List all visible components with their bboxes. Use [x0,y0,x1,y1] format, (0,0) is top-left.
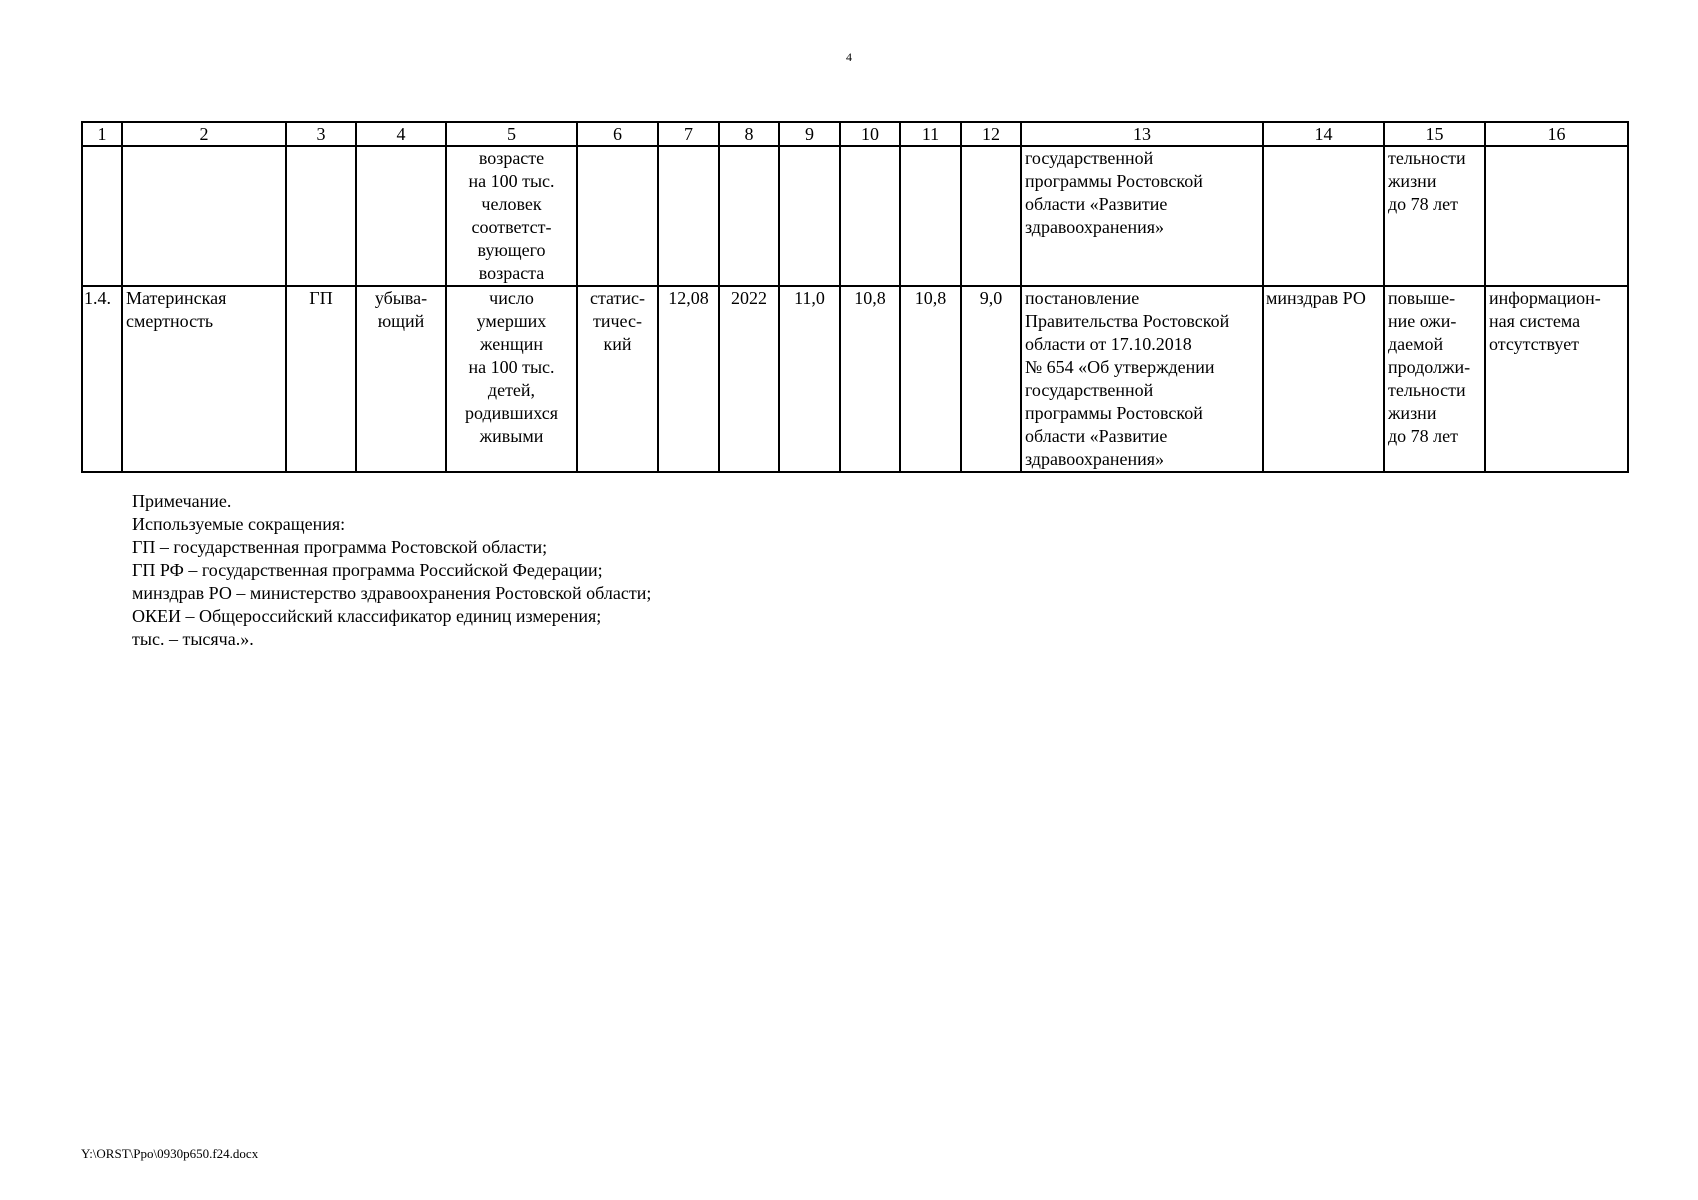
notes-line: Используемые сокращения: [132,514,346,534]
text-line: области «Развитие [1025,426,1168,446]
header-cell: 1 [82,122,122,146]
cell-responsible [1263,286,1384,472]
text-line: возрасте [478,148,545,168]
cell-base-year: 2022 [719,286,779,472]
text-line: до 78 лет [1388,426,1458,446]
notes-block [132,490,651,651]
cell-indicator-name [122,286,286,472]
header-row [82,122,1628,146]
cell-document [1021,286,1263,472]
cell-empty [356,146,446,286]
text-line: № 654 «Об утверждении [1025,357,1215,377]
cell-empty [840,146,900,286]
table-row [82,286,1628,472]
cell-empty [577,146,658,286]
cell-value-4: 9,0 [961,286,1021,472]
text-line: до 78 лет [1388,194,1458,214]
text-line: области «Развитие [1025,194,1168,214]
cell-kind [577,286,658,472]
cell-empty [286,146,356,286]
header-cell: 11 [900,122,961,146]
footer-file-path: Y:\ORST\Ppo\0930p650.f24.docx [81,1146,259,1161]
text-line: продолжи- [1388,357,1471,377]
cell-base-value: 12,08 [658,286,719,472]
text-line: программы Ростовской [1025,171,1203,191]
cell-document-continued [1021,146,1263,286]
cell-empty [1485,146,1628,286]
text-line: число [489,288,534,308]
text-line: жизни [1388,171,1437,191]
text-line: кий [603,334,632,354]
header-cell: 8 [719,122,779,146]
header-cell: 7 [658,122,719,146]
text-line: на 100 тыс. [468,171,555,191]
header-cell: 10 [840,122,900,146]
header-cell: 5 [446,122,577,146]
header-cell: 13 [1021,122,1263,146]
cell-number: 1.4. [82,286,122,472]
text-line: минздрав РО [1266,288,1366,308]
notes-line: ОКЕИ – Общероссийский классификатор единиц измерения; [132,606,602,626]
text-line: смертность [126,311,214,331]
text-line: отсутствует [1489,334,1580,354]
text-line: умерших [476,311,547,331]
text-line: ющий [377,311,425,331]
cell-value-3: 10,8 [900,286,961,472]
header-cell: 2 [122,122,286,146]
text-line: живыми [479,426,544,446]
text-line: государственной [1025,380,1154,400]
text-line: государственной [1025,148,1154,168]
continuation-row [82,146,1628,286]
cell-unit [446,286,577,472]
text-line: на 100 тыс. [468,357,555,377]
header-cell: 15 [1384,122,1485,146]
cell-value-2: 10,8 [840,286,900,472]
text-line: Материнская [126,288,227,308]
text-line: статис- [589,288,646,308]
text-line: возраста [478,263,545,283]
header-cell: 12 [961,122,1021,146]
text-line: женщин [480,334,543,354]
text-line: соответст- [471,217,552,237]
text-line: ная система [1489,311,1581,331]
header-cell: 4 [356,122,446,146]
text-line: детей, [487,380,536,400]
cell-trend [356,286,446,472]
text-line: тельности [1388,148,1466,168]
notes-line: ГП – государственная программа Ростовской области; [132,537,548,557]
indicators-table [81,121,1629,473]
cell-unit-continued [446,146,577,286]
text-line: вующего [477,240,546,260]
cell-empty [719,146,779,286]
text-line: ние ожи- [1388,311,1457,331]
notes-title: Примечание. [132,491,232,511]
text-line: родившихся [464,403,558,423]
page-number: 4 [846,50,852,64]
cell-link [1384,286,1485,472]
text-line: программы Ростовской [1025,403,1203,423]
notes-line: ГП РФ – государственная программа Российской Федерации; [132,560,603,580]
header-cell: 6 [577,122,658,146]
cell-empty [122,146,286,286]
header-cell: 16 [1485,122,1628,146]
text-line: даемой [1388,334,1444,354]
cell-empty [961,146,1021,286]
text-line: постановление [1025,288,1140,308]
text-line: информацион- [1489,288,1601,308]
header-cell: 14 [1263,122,1384,146]
cell-empty [1263,146,1384,286]
text-line: убыва- [374,288,428,308]
cell-empty [82,146,122,286]
notes-line: тыс. – тысяча.». [132,629,254,649]
cell-link-continued [1384,146,1485,286]
text-line: здравоохранения» [1025,449,1165,469]
text-line: человек [481,194,542,214]
text-line: Правительства Ростовской [1025,311,1230,331]
notes-line: минздрав РО – министерство здравоохранения Ростовской области; [132,583,652,603]
header-cell: 3 [286,122,356,146]
cell-empty [658,146,719,286]
text-line: области от 17.10.2018 [1025,334,1192,354]
cell-value-1: 11,0 [779,286,840,472]
text-line: здравоохранения» [1025,217,1165,237]
cell-empty [900,146,961,286]
header-cell: 9 [779,122,840,146]
cell-type: ГП [286,286,356,472]
text-line: жизни [1388,403,1437,423]
text-line: тельности [1388,380,1466,400]
text-line: повыше- [1388,288,1456,308]
text-line: тичес- [593,311,642,331]
cell-empty [779,146,840,286]
cell-info-system [1485,286,1628,472]
